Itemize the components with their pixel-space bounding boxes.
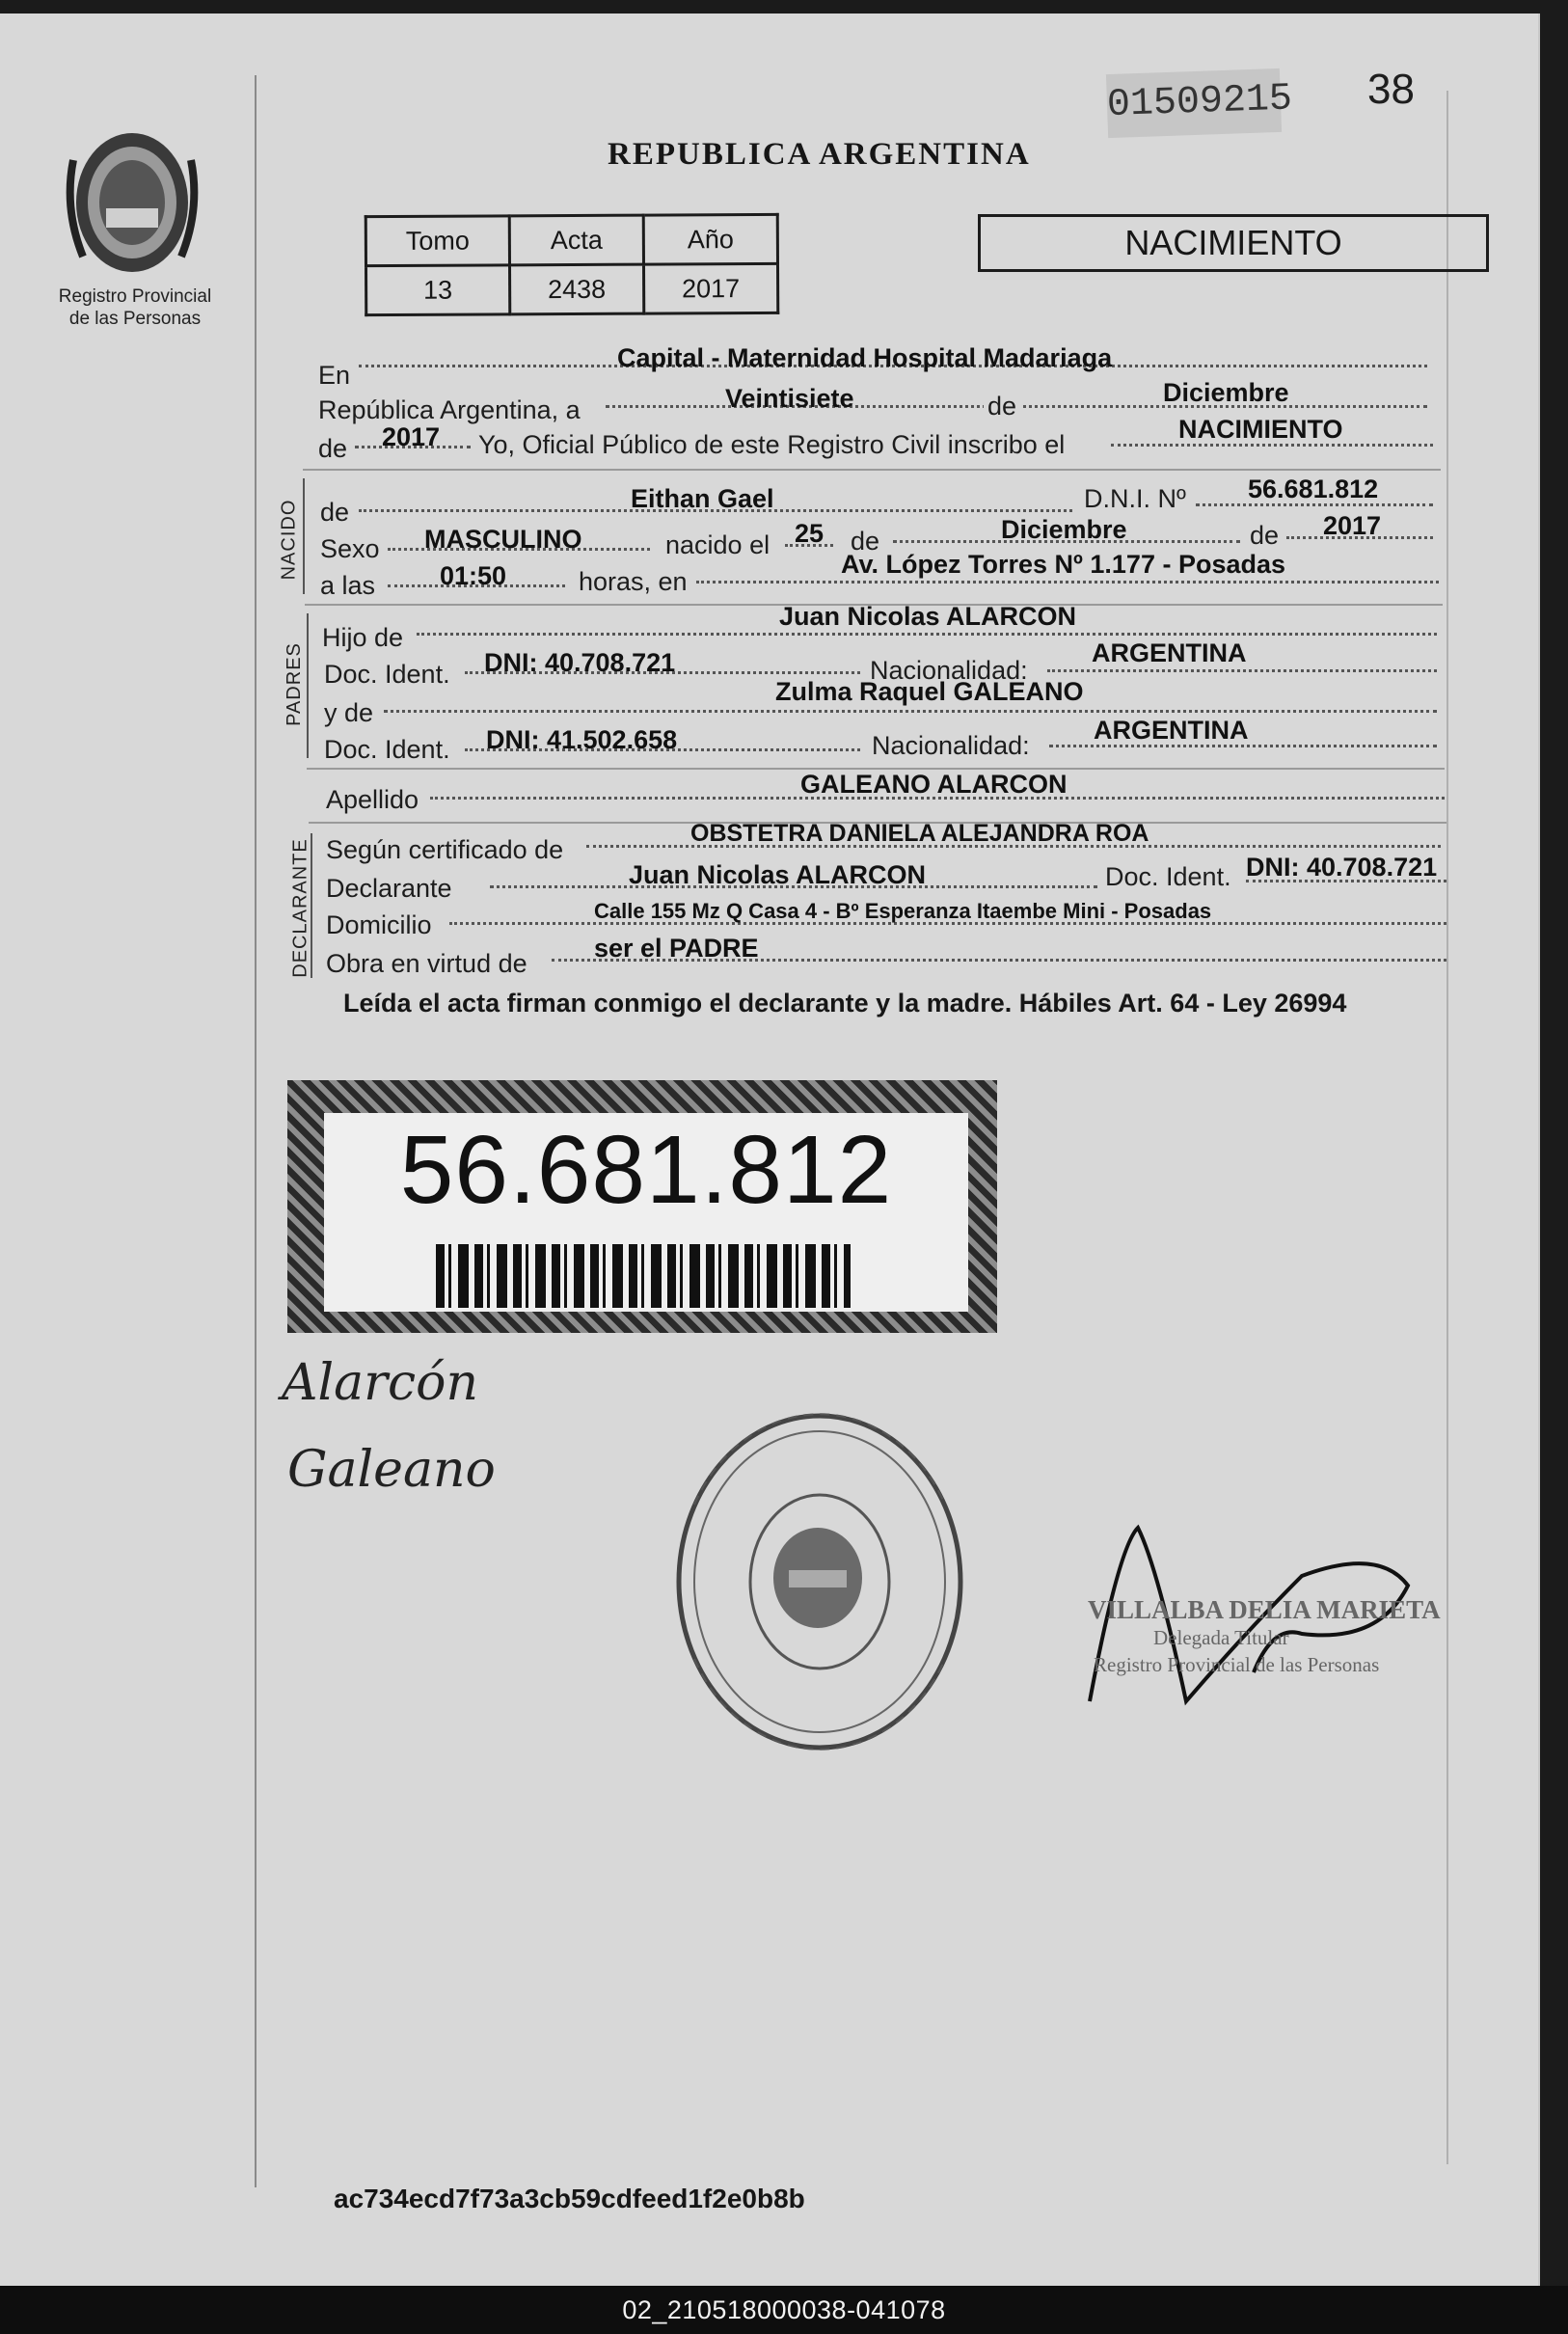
serial-number: 01509215 [1106, 68, 1282, 138]
nacido-de-label: de [320, 498, 350, 527]
page-number: 38 [1367, 66, 1415, 113]
mother-doc-label: Doc. Ident. [324, 735, 450, 764]
right-margin-line [1446, 91, 1448, 2164]
official-organization: Registro Provincial de las Personas [1094, 1653, 1380, 1676]
section-label-padres: PADRES [283, 642, 305, 726]
id-number-stamp [287, 1080, 997, 1333]
document-page [0, 14, 1540, 2286]
official-name: VILLALBA DELIA MARIETA [1088, 1595, 1441, 1624]
handwritten-signature-1: Alarcón [282, 1354, 478, 1412]
handwritten-signature-2: Galeano [287, 1441, 496, 1499]
sexo-label: Sexo [320, 534, 380, 563]
birth-time: 01:50 [440, 561, 507, 590]
child-sex: MASCULINO [424, 525, 582, 554]
section-bracket [307, 613, 309, 758]
document-title: REPUBLICA ARGENTINA [608, 137, 1031, 172]
birth-year: 2017 [1323, 511, 1382, 540]
declarant-name: Juan Nicolas ALARCON [629, 860, 927, 889]
dotted-line [417, 633, 1437, 636]
declarant-address: Calle 155 Mz Q Casa 4 - Bº Esperanza Itaembe Mini - Posadas [594, 899, 1212, 923]
statement-text: Yo, Oficial Público de este Registro Civil inscribo el [478, 430, 1066, 459]
logo-caption-line-1: Registro Provincial [58, 286, 212, 307]
obra-label: Obra en virtud de [326, 949, 527, 978]
father-nationality: ARGENTINA [1092, 638, 1247, 667]
value-tomo: 13 [366, 265, 510, 315]
declarante-label: Declarante [326, 874, 452, 903]
record-type-box: NACIMIENTO [978, 214, 1489, 272]
birth-place: Av. López Torres Nº 1.177 - Posadas [841, 550, 1286, 579]
birth-month: Diciembre [1001, 515, 1127, 544]
header-tomo: Tomo [365, 216, 509, 266]
mother-nationality: ARGENTINA [1094, 716, 1249, 745]
birth-de-year-label: de [1250, 521, 1280, 550]
republica-label: República Argentina, a [318, 395, 581, 424]
declarant-doc: DNI: 40.708.721 [1246, 853, 1438, 882]
apellido-label: Apellido [326, 785, 419, 814]
dni-label: D.N.I. Nº [1084, 484, 1186, 513]
father-name: Juan Nicolas ALARCON [779, 602, 1077, 631]
value-anio: 2017 [643, 263, 777, 313]
en-label: En [318, 361, 351, 390]
left-margin-line [255, 75, 257, 2187]
horas-en-label: horas, en [579, 567, 688, 596]
dotted-line [1047, 669, 1437, 672]
declarant-capacity: ser el PADRE [594, 934, 759, 963]
alas-label: a las [320, 571, 376, 600]
stamp-inner [324, 1113, 968, 1312]
record-kind: NACIMIENTO [1178, 415, 1343, 444]
value-acta: 2438 [510, 264, 644, 314]
father-nationality-label: Nacionalidad: [870, 656, 1028, 685]
registry-table [365, 213, 780, 316]
y-de-label: y de [324, 698, 374, 727]
certificado-label: Según certificado de [326, 835, 564, 864]
mother-doc: DNI: 41.502.658 [486, 725, 678, 754]
child-name: Eithan Gael [631, 484, 774, 513]
section-label-nacido: NACIDO [278, 499, 300, 581]
nacido-el-label: nacido el [665, 530, 770, 559]
surname: GALEANO ALARCON [800, 770, 1068, 799]
divider [303, 469, 1441, 471]
registration-month: Diciembre [1163, 378, 1289, 407]
legal-note: Leída el acta firman conmigo el declarante y la madre. Hábiles Art. 64 - Ley 26994 [343, 989, 1347, 1018]
child-dni: 56.681.812 [1248, 475, 1379, 503]
header-acta: Acta [509, 215, 643, 265]
section-label-declarante: DECLARANTE [289, 838, 311, 978]
footer-id: 02_210518000038-041078 [0, 2286, 1568, 2334]
father-doc: DNI: 40.708.721 [484, 648, 676, 677]
registration-year: 2017 [382, 422, 441, 451]
registration-place: Capital - Maternidad Hospital Madariaga [617, 343, 1113, 372]
stamp-number: 56.681.812 [399, 1116, 893, 1224]
barcode [436, 1244, 851, 1308]
birth-day: 25 [795, 519, 825, 548]
birth-de-label: de [851, 527, 880, 556]
hijo-de-label: Hijo de [322, 623, 404, 652]
father-doc-label: Doc. Ident. [324, 660, 450, 689]
logo-caption-line-2: de las Personas [68, 309, 202, 329]
registration-day: Veintisiete [725, 384, 854, 413]
mother-nationality-label: Nacionalidad: [872, 731, 1030, 760]
header-anio: Año [643, 214, 777, 264]
misiones-coat-of-arms-logo [64, 122, 201, 284]
logo-caption [37, 285, 233, 330]
section-bracket [303, 478, 305, 594]
dotted-line [696, 581, 1439, 584]
mother-name: Zulma Raquel GALEANO [775, 677, 1084, 706]
official-round-seal [665, 1398, 974, 1765]
certificate-issuer: OBSTETRA DANIELA ALEJANDRA ROA [690, 820, 1149, 847]
document-hash: ac734ecd7f73a3cb59cdfeed1f2e0b8b [334, 2184, 805, 2213]
de-year-label: de [318, 434, 348, 463]
declarant-doc-label: Doc. Ident. [1105, 862, 1231, 891]
domicilio-label: Domicilio [326, 910, 432, 939]
de-label: de [984, 392, 1020, 421]
dotted-line [384, 710, 1437, 713]
official-role: Delegada Titular [1153, 1626, 1289, 1649]
